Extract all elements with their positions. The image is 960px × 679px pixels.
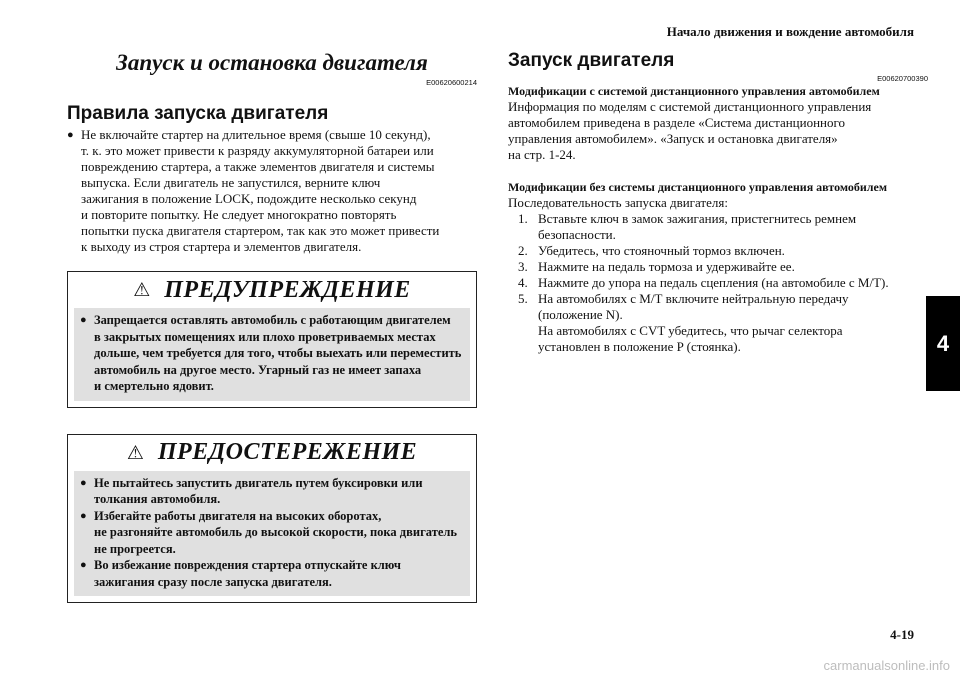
- section-title: Правила запуска двигателя: [67, 103, 329, 124]
- caution-title: ПРЕДОСТЕРЕЖЕНИЕ: [157, 439, 418, 465]
- page-number: 4-19: [890, 627, 914, 642]
- caution-item: ● Не пытайтесь запустить двигатель путем буксировки или толкания автомобиля.: [80, 475, 423, 506]
- step-item: 4. Нажмите до упора на педаль сцепления (на автомобиле с М/Т).: [518, 275, 889, 290]
- warning-triangle-icon: ⚠: [133, 279, 151, 301]
- step-item: 5. На автомобилях с М/Т включите нейтральную передачу (положение N). На автомобилях с CVT убедитесь, что рычаг селектора установлен в положение P (стоянка).: [518, 291, 849, 354]
- warning-box: [67, 271, 477, 408]
- right-column: [508, 50, 928, 355]
- left-column: [67, 50, 477, 603]
- bullet-icon: ●: [80, 476, 87, 489]
- running-header: Начало движения и вождение автомобиля: [666, 24, 914, 39]
- paragraph: Информация по моделям с системой дистанционного управления автомобилем приведена в разделе «Система дистанционного управления автомобилем». «Запуск и остановка двигателя» на стр. 1-24.: [508, 99, 872, 162]
- warning-header: [68, 272, 476, 308]
- bullet-icon: ●: [80, 559, 87, 571]
- bullet-icon: ●: [67, 129, 74, 141]
- caution-header: [68, 435, 476, 471]
- step-item: 2. Убедитесь, что стояночный тормоз включен.: [518, 243, 785, 258]
- bullet-icon: ●: [80, 314, 87, 326]
- watermark: carmanualsonline.info: [823, 658, 950, 673]
- caution-box: [67, 434, 477, 604]
- warning-body: [74, 308, 470, 401]
- step-item: 3. Нажмите на педаль тормоза и удерживайте ее.: [518, 259, 795, 274]
- bullet-icon: ●: [80, 509, 87, 522]
- page-title: Запуск и остановка двигателя: [116, 50, 428, 75]
- chapter-tab: 4: [926, 296, 960, 391]
- title-code: E00620600214: [426, 78, 477, 87]
- rule-text: Не включайте стартер на длительное время (свыше 10 секунд), т. к. это может привести к разряду аккумуляторной батареи или повреждению стартера, а также элементов двигателя и системы выпуска. Если двигатель не запустился, верните ключ зажигания в положение LOCK, подождите несколько секунд и повторите попытку. Не следует многократно повторять попытки пуска двигателя стартером, так как это может привести к выходу из строя стартера и элементов двигателя.: [81, 127, 440, 254]
- warning-triangle-icon: ⚠: [126, 441, 144, 464]
- warning-title: ПРЕДУПРЕЖДЕНИЕ: [164, 276, 411, 303]
- step-item: 1. Вставьте ключ в замок зажигания, пристегнитесь ремнем безопасности.: [518, 211, 857, 242]
- warning-item: ● Запрещается оставлять автомобиль с работающим двигателем в закрытых помещениях или плохо проветриваемых местах дольше, чем требуется для того, чтобы выехать или переместить автомобиль на другое место. Угарный газ не имеет запаха и смертельно ядовит.: [80, 313, 462, 393]
- subheading: Модификации с системой дистанционного управления автомобилем: [508, 84, 880, 98]
- caution-item: ● Избегайте работы двигателя на высоких оборотах, не разгоняйте автомобиль до высокой скорости, пока двигатель не прогреется.: [80, 508, 458, 556]
- title-code: E00620700390: [877, 74, 928, 83]
- caution-item: ● Во избежание повреждения стартера отпускайте ключ зажигания сразу после запуска двигателя.: [80, 558, 401, 589]
- section-title: Запуск двигателя: [508, 50, 675, 71]
- subheading: Модификации без системы дистанционного управления автомобилем: [508, 180, 888, 194]
- sequence-label: Последовательность запуска двигателя:: [508, 195, 728, 210]
- caution-body: [74, 471, 470, 597]
- rule-bullet: [67, 127, 477, 255]
